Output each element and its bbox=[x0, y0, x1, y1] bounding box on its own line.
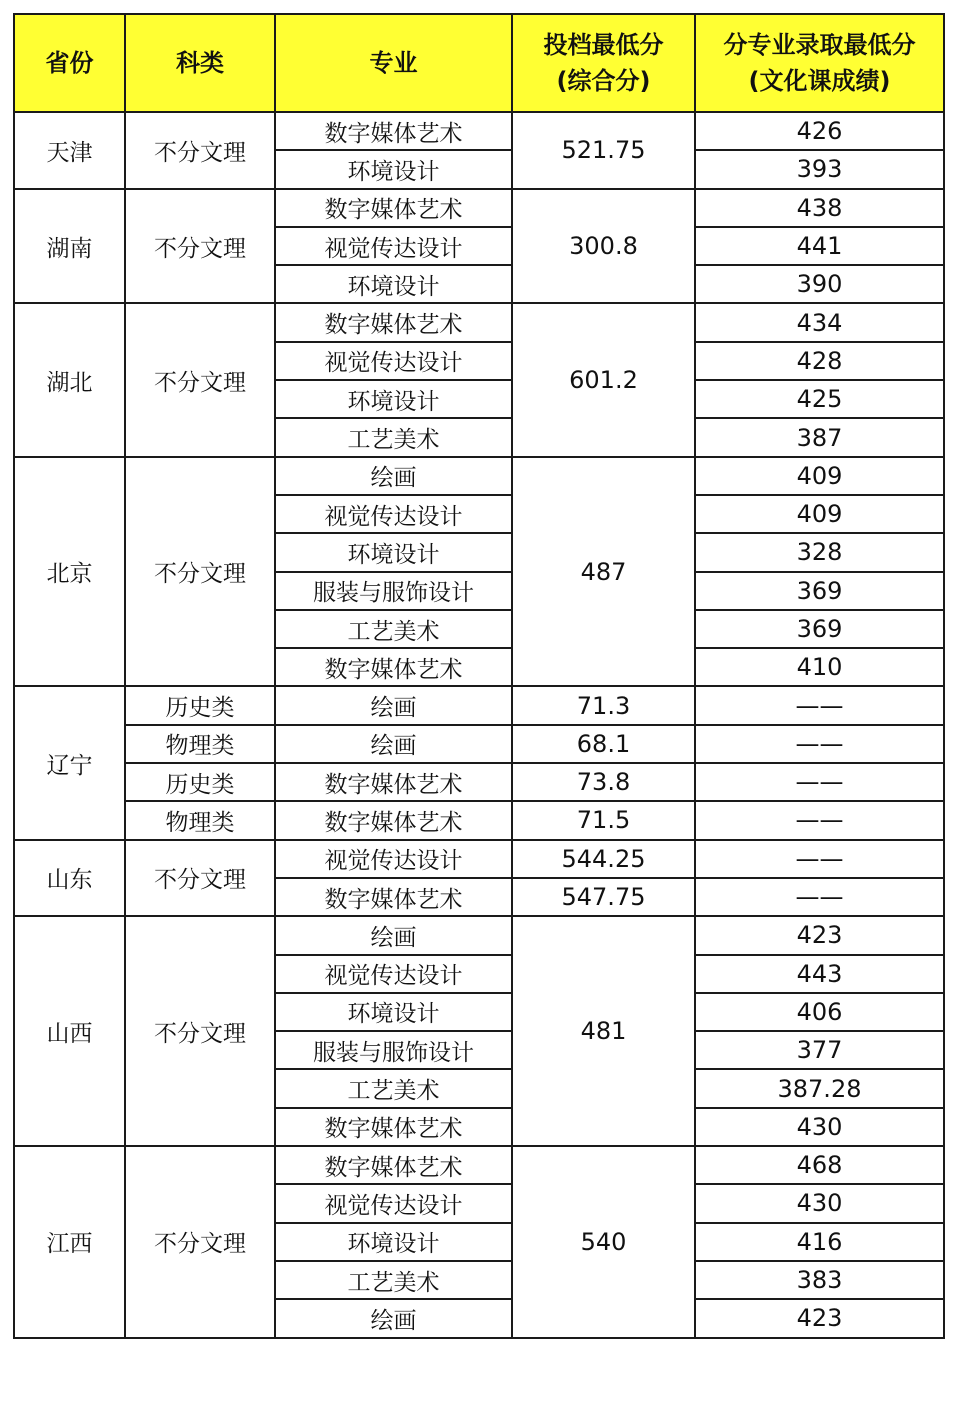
min-score-cell: 540 bbox=[512, 1146, 695, 1337]
major-min-cell: 438 bbox=[695, 189, 944, 227]
province-cell: 山西 bbox=[14, 916, 125, 1146]
province-cell: 湖南 bbox=[14, 189, 125, 304]
header-min-score-line1: 投档最低分 bbox=[543, 31, 664, 59]
major-min-cell: 410 bbox=[695, 648, 944, 686]
major-cell: 视觉传达设计 bbox=[275, 1184, 512, 1222]
major-cell: 绘画 bbox=[275, 916, 512, 954]
major-min-cell: 428 bbox=[695, 342, 944, 380]
header-category: 科类 bbox=[125, 14, 275, 112]
min-score-cell: 71.3 bbox=[512, 686, 695, 724]
major-min-cell: —— bbox=[695, 801, 944, 839]
major-cell: 工艺美术 bbox=[275, 1261, 512, 1299]
major-cell: 数字媒体艺术 bbox=[275, 1108, 512, 1146]
major-cell: 环境设计 bbox=[275, 533, 512, 571]
major-min-cell: 426 bbox=[695, 112, 944, 150]
min-score-cell: 521.75 bbox=[512, 112, 695, 189]
major-cell: 数字媒体艺术 bbox=[275, 878, 512, 916]
major-min-cell: 387 bbox=[695, 418, 944, 456]
major-cell: 环境设计 bbox=[275, 1223, 512, 1261]
major-min-cell: 468 bbox=[695, 1146, 944, 1184]
major-cell: 数字媒体艺术 bbox=[275, 303, 512, 341]
major-cell: 数字媒体艺术 bbox=[275, 1146, 512, 1184]
major-cell: 工艺美术 bbox=[275, 418, 512, 456]
major-cell: 服装与服饰设计 bbox=[275, 572, 512, 610]
major-min-cell: 443 bbox=[695, 955, 944, 993]
header-min-score bbox=[512, 14, 695, 112]
min-score-cell: 601.2 bbox=[512, 303, 695, 456]
province-cell: 天津 bbox=[14, 112, 125, 189]
major-min-cell: 387.28 bbox=[695, 1069, 944, 1107]
major-cell: 环境设计 bbox=[275, 380, 512, 418]
table-row bbox=[14, 189, 944, 227]
major-cell: 视觉传达设计 bbox=[275, 495, 512, 533]
category-cell: 不分文理 bbox=[125, 189, 275, 304]
major-cell: 绘画 bbox=[275, 1299, 512, 1337]
major-min-cell: —— bbox=[695, 840, 944, 878]
table-row bbox=[14, 840, 944, 878]
major-min-cell: 369 bbox=[695, 572, 944, 610]
table-row bbox=[14, 725, 944, 763]
major-min-cell: 383 bbox=[695, 1261, 944, 1299]
major-cell: 数字媒体艺术 bbox=[275, 801, 512, 839]
major-min-cell: —— bbox=[695, 725, 944, 763]
province-cell: 湖北 bbox=[14, 303, 125, 456]
major-min-cell: —— bbox=[695, 878, 944, 916]
major-cell: 环境设计 bbox=[275, 150, 512, 188]
header-min-score-line2: (综合分) bbox=[556, 67, 651, 95]
category-cell: 不分文理 bbox=[125, 1146, 275, 1337]
table-row bbox=[14, 801, 944, 839]
major-min-cell: 434 bbox=[695, 303, 944, 341]
major-min-cell: 423 bbox=[695, 916, 944, 954]
major-cell: 数字媒体艺术 bbox=[275, 189, 512, 227]
header-row bbox=[14, 14, 944, 112]
table-row bbox=[14, 686, 944, 724]
major-cell: 数字媒体艺术 bbox=[275, 763, 512, 801]
category-cell: 物理类 bbox=[125, 725, 275, 763]
major-cell: 视觉传达设计 bbox=[275, 342, 512, 380]
major-cell: 绘画 bbox=[275, 457, 512, 495]
admission-score-table bbox=[13, 13, 945, 1339]
major-cell: 环境设计 bbox=[275, 993, 512, 1031]
province-cell: 北京 bbox=[14, 457, 125, 687]
major-cell: 视觉传达设计 bbox=[275, 840, 512, 878]
major-cell: 工艺美术 bbox=[275, 610, 512, 648]
min-score-cell: 481 bbox=[512, 916, 695, 1146]
min-score-cell: 487 bbox=[512, 457, 695, 687]
major-cell: 视觉传达设计 bbox=[275, 955, 512, 993]
major-min-cell: 425 bbox=[695, 380, 944, 418]
major-min-cell: 390 bbox=[695, 265, 944, 303]
header-major-min-line2: (文化课成绩) bbox=[748, 67, 891, 95]
header-major-min bbox=[695, 14, 944, 112]
category-cell: 物理类 bbox=[125, 801, 275, 839]
category-cell: 历史类 bbox=[125, 686, 275, 724]
min-score-cell: 547.75 bbox=[512, 878, 695, 916]
major-min-cell: 430 bbox=[695, 1184, 944, 1222]
table-row bbox=[14, 303, 944, 341]
min-score-cell: 73.8 bbox=[512, 763, 695, 801]
min-score-cell: 68.1 bbox=[512, 725, 695, 763]
major-min-cell: 416 bbox=[695, 1223, 944, 1261]
major-min-cell: 423 bbox=[695, 1299, 944, 1337]
major-cell: 数字媒体艺术 bbox=[275, 648, 512, 686]
table-row bbox=[14, 457, 944, 495]
category-cell: 不分文理 bbox=[125, 457, 275, 687]
major-min-cell: 328 bbox=[695, 533, 944, 571]
major-cell: 数字媒体艺术 bbox=[275, 112, 512, 150]
category-cell: 不分文理 bbox=[125, 916, 275, 1146]
table-row bbox=[14, 1146, 944, 1184]
table-row bbox=[14, 763, 944, 801]
category-cell: 不分文理 bbox=[125, 840, 275, 917]
major-min-cell: 369 bbox=[695, 610, 944, 648]
major-cell: 环境设计 bbox=[275, 265, 512, 303]
header-major-min-line1: 分专业录取最低分 bbox=[723, 31, 916, 59]
header-province: 省份 bbox=[14, 14, 125, 112]
major-cell: 绘画 bbox=[275, 725, 512, 763]
major-min-cell: 441 bbox=[695, 227, 944, 265]
min-score-cell: 544.25 bbox=[512, 840, 695, 878]
major-cell: 服装与服饰设计 bbox=[275, 1031, 512, 1069]
major-min-cell: 430 bbox=[695, 1108, 944, 1146]
min-score-cell: 300.8 bbox=[512, 189, 695, 304]
major-cell: 绘画 bbox=[275, 686, 512, 724]
major-min-cell: —— bbox=[695, 763, 944, 801]
province-cell: 辽宁 bbox=[14, 686, 125, 839]
major-min-cell: 409 bbox=[695, 457, 944, 495]
province-cell: 山东 bbox=[14, 840, 125, 917]
major-min-cell: —— bbox=[695, 686, 944, 724]
major-min-cell: 393 bbox=[695, 150, 944, 188]
major-min-cell: 406 bbox=[695, 993, 944, 1031]
category-cell: 不分文理 bbox=[125, 303, 275, 456]
major-cell: 视觉传达设计 bbox=[275, 227, 512, 265]
major-cell: 工艺美术 bbox=[275, 1069, 512, 1107]
province-cell: 江西 bbox=[14, 1146, 125, 1337]
major-min-cell: 377 bbox=[695, 1031, 944, 1069]
min-score-cell: 71.5 bbox=[512, 801, 695, 839]
table-row bbox=[14, 112, 944, 150]
table-row bbox=[14, 916, 944, 954]
category-cell: 不分文理 bbox=[125, 112, 275, 189]
header-major: 专业 bbox=[275, 14, 512, 112]
category-cell: 历史类 bbox=[125, 763, 275, 801]
major-min-cell: 409 bbox=[695, 495, 944, 533]
